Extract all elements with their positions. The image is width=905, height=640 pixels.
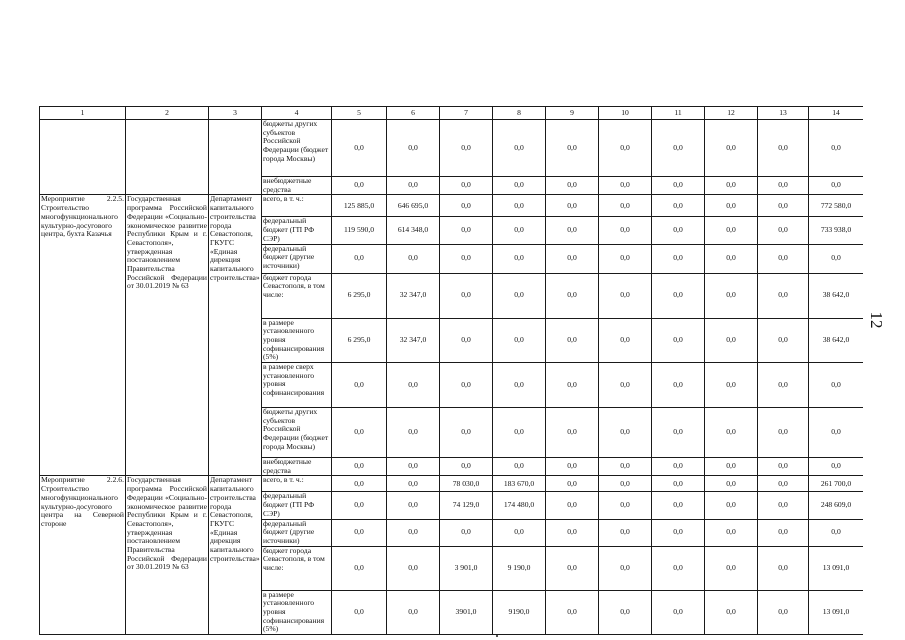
funding-source-label: федеральный бюджет (ГП РФ СЭР) [262, 492, 332, 519]
document-page [39, 106, 863, 640]
value-cell: 0,0 [599, 476, 652, 492]
value-cell: 3901,0 [440, 590, 493, 635]
value-cell: 614 348,0 [387, 217, 440, 244]
program-name: Государственная программа Российской Федерации «Социально-экономическое развитие Республики Крым и г. Севастополя», утвержденная постановлением Правительства Российской Федерации от 30.01.2019 № 63 [126, 476, 209, 635]
value-cell: 0,0 [332, 120, 387, 177]
table-row [40, 120, 864, 177]
continued-executor-cell [209, 120, 262, 195]
value-cell: 0,0 [546, 217, 599, 244]
executor-name: Департамент капитального строительства города Севастополя, ГКУГС «Единая дирекция капитального строительства» [209, 476, 262, 635]
value-cell: 0,0 [758, 120, 809, 177]
value-cell: 0,0 [809, 519, 864, 546]
value-cell: 0,0 [546, 363, 599, 408]
value-cell: 0,0 [440, 244, 493, 273]
column-number: 12 [705, 107, 758, 120]
value-cell: 0,0 [705, 476, 758, 492]
value-cell: 0,0 [809, 120, 864, 177]
value-cell: 0,0 [546, 177, 599, 195]
value-cell: 0,0 [705, 195, 758, 217]
value-cell: 0,0 [546, 318, 599, 363]
value-cell: 6 295,0 [332, 273, 387, 318]
value-cell: 0,0 [493, 195, 546, 217]
value-cell: 0,0 [332, 408, 387, 458]
value-cell: 0,0 [652, 177, 705, 195]
value-cell: 0,0 [440, 195, 493, 217]
value-cell: 0,0 [652, 363, 705, 408]
value-cell: 0,0 [652, 590, 705, 635]
value-cell: 0,0 [652, 476, 705, 492]
value-cell: 0,0 [546, 546, 599, 590]
value-cell: 0,0 [652, 273, 705, 318]
table-row [40, 195, 864, 217]
value-cell: 0,0 [705, 519, 758, 546]
column-number: 8 [493, 107, 546, 120]
value-cell: 38 642,0 [809, 318, 864, 363]
value-cell: 0,0 [599, 546, 652, 590]
value-cell: 0,0 [758, 363, 809, 408]
value-cell: 0,0 [332, 458, 387, 476]
value-cell: 3 901,0 [440, 546, 493, 590]
value-cell: 119 590,0 [332, 217, 387, 244]
value-cell: 0,0 [758, 476, 809, 492]
value-cell: 0,0 [652, 492, 705, 519]
value-cell: 6 295,0 [332, 318, 387, 363]
value-cell: 0,0 [440, 458, 493, 476]
continued-program-cell [126, 120, 209, 195]
value-cell: 0,0 [440, 177, 493, 195]
value-cell: 0,0 [546, 590, 599, 635]
value-cell: 0,0 [758, 519, 809, 546]
value-cell: 174 480,0 [493, 492, 546, 519]
value-cell: 0,0 [652, 120, 705, 177]
value-cell: 0,0 [809, 244, 864, 273]
value-cell: 0,0 [758, 458, 809, 476]
value-cell: 0,0 [705, 120, 758, 177]
value-cell: 9 190,0 [493, 546, 546, 590]
value-cell: 0,0 [652, 195, 705, 217]
value-cell: 0,0 [599, 120, 652, 177]
value-cell: 0,0 [599, 590, 652, 635]
value-cell: 0,0 [440, 408, 493, 458]
value-cell: 13 091,0 [809, 590, 864, 635]
value-cell: 0,0 [493, 408, 546, 458]
column-number: 9 [546, 107, 599, 120]
value-cell: 0,0 [758, 177, 809, 195]
value-cell: 0,0 [440, 363, 493, 408]
value-cell: 0,0 [705, 590, 758, 635]
value-cell: 0,0 [758, 195, 809, 217]
value-cell: 125 885,0 [332, 195, 387, 217]
value-cell: 0,0 [440, 519, 493, 546]
value-cell: 0,0 [387, 458, 440, 476]
value-cell: 0,0 [546, 408, 599, 458]
funding-source-label: федеральный бюджет (другие источники) [262, 519, 332, 546]
value-cell: 0,0 [546, 492, 599, 519]
value-cell: 0,0 [440, 318, 493, 363]
funding-source-label: в размере установленного уровня софинансирования (5%) [262, 318, 332, 363]
value-cell: 261 700,0 [809, 476, 864, 492]
funding-source-label: внебюджетные средства [262, 458, 332, 476]
value-cell: 74 129,0 [440, 492, 493, 519]
value-cell: 0,0 [809, 363, 864, 408]
column-number: 11 [652, 107, 705, 120]
value-cell: 0,0 [332, 363, 387, 408]
value-cell: 0,0 [652, 244, 705, 273]
value-cell: 0,0 [332, 590, 387, 635]
funding-source-label: федеральный бюджет (ГП РФ СЭР) [262, 217, 332, 244]
value-cell: 0,0 [599, 273, 652, 318]
value-cell: 0,0 [493, 120, 546, 177]
column-number: 6 [387, 107, 440, 120]
value-cell: 0,0 [599, 244, 652, 273]
value-cell: 0,0 [546, 519, 599, 546]
value-cell: 0,0 [652, 546, 705, 590]
value-cell: 0,0 [332, 476, 387, 492]
value-cell: 0,0 [332, 519, 387, 546]
value-cell: 0,0 [705, 546, 758, 590]
funding-source-label: внебюджетные средства [262, 177, 332, 195]
value-cell: 0,0 [493, 458, 546, 476]
value-cell: 0,0 [387, 244, 440, 273]
table-row [40, 476, 864, 492]
funding-source-label: в размере сверх установленного уровня софинансирования [262, 363, 332, 408]
value-cell: 0,0 [599, 458, 652, 476]
value-cell: 0,0 [546, 244, 599, 273]
funding-source-label: бюджеты других субъектов Российской Федерации (бюджет города Москвы) [262, 120, 332, 177]
value-cell: 0,0 [440, 217, 493, 244]
continued-name-cell [40, 120, 126, 195]
value-cell: 0,0 [705, 492, 758, 519]
value-cell: 0,0 [546, 195, 599, 217]
value-cell: 0,0 [758, 492, 809, 519]
value-cell: 0,0 [705, 408, 758, 458]
value-cell: 0,0 [546, 476, 599, 492]
value-cell: 0,0 [599, 519, 652, 546]
value-cell: 0,0 [493, 244, 546, 273]
value-cell: 733 938,0 [809, 217, 864, 244]
value-cell: 0,0 [705, 177, 758, 195]
value-cell: 32 347,0 [387, 318, 440, 363]
value-cell: 0,0 [599, 318, 652, 363]
column-number: 2 [126, 107, 209, 120]
value-cell: 0,0 [758, 217, 809, 244]
value-cell: 0,0 [652, 408, 705, 458]
value-cell: 32 347,0 [387, 273, 440, 318]
executor-name: Департамент капитального строительства города Севастополя, ГКУГС «Единая дирекция капитального строительства» [209, 195, 262, 476]
value-cell: 0,0 [809, 177, 864, 195]
value-cell: 0,0 [652, 519, 705, 546]
value-cell: 0,0 [332, 546, 387, 590]
value-cell: 0,0 [332, 244, 387, 273]
value-cell: 0,0 [758, 273, 809, 318]
measure-name: Мероприятие 2.2.6. Строительство многофункционального культурно-досугового центра на Северной стороне [40, 476, 126, 635]
value-cell: 0,0 [652, 217, 705, 244]
value-cell: 0,0 [493, 177, 546, 195]
measure-name: Мероприятие 2.2.5. Строительство многофункционального культурно-досугового центра, бухта Казачья [40, 195, 126, 476]
value-cell: 0,0 [809, 408, 864, 458]
funding-source-label: бюджет города Севастополя, в том числе: [262, 546, 332, 590]
value-cell: 0,0 [387, 408, 440, 458]
value-cell: 0,0 [387, 519, 440, 546]
column-number: 7 [440, 107, 493, 120]
value-cell: 0,0 [705, 318, 758, 363]
value-cell: 183 670,0 [493, 476, 546, 492]
funding-source-label: бюджет города Севастополя, в том числе: [262, 273, 332, 318]
value-cell: 0,0 [387, 546, 440, 590]
value-cell: 0,0 [546, 273, 599, 318]
value-cell: 0,0 [599, 363, 652, 408]
column-number: 13 [758, 107, 809, 120]
value-cell: 0,0 [440, 273, 493, 318]
header-row [40, 107, 864, 120]
value-cell: 0,0 [387, 492, 440, 519]
value-cell: 0,0 [758, 408, 809, 458]
value-cell: 0,0 [599, 195, 652, 217]
value-cell: 0,0 [387, 590, 440, 635]
column-number: 1 [40, 107, 126, 120]
value-cell: 0,0 [705, 273, 758, 318]
value-cell: 0,0 [652, 458, 705, 476]
value-cell: 0,0 [758, 546, 809, 590]
funding-source-label: бюджеты других субъектов Российской Федерации (бюджет города Москвы) [262, 408, 332, 458]
funding-source-label: всего, в т. ч.: [262, 195, 332, 217]
value-cell: 0,0 [599, 408, 652, 458]
value-cell: 0,0 [758, 318, 809, 363]
column-number: 5 [332, 107, 387, 120]
value-cell: 0,0 [493, 217, 546, 244]
value-cell: 772 580,0 [809, 195, 864, 217]
value-cell: 0,0 [493, 363, 546, 408]
value-cell: 0,0 [493, 273, 546, 318]
scan-speck [496, 635, 498, 637]
value-cell: 248 609,0 [809, 492, 864, 519]
value-cell: 78 030,0 [440, 476, 493, 492]
value-cell: 0,0 [705, 217, 758, 244]
value-cell: 0,0 [546, 458, 599, 476]
funding-source-label: в размере установленного уровня софинансирования (5%) [262, 590, 332, 635]
value-cell: 0,0 [652, 318, 705, 363]
value-cell: 0,0 [758, 244, 809, 273]
value-cell: 0,0 [705, 458, 758, 476]
value-cell: 38 642,0 [809, 273, 864, 318]
column-number: 10 [599, 107, 652, 120]
funding-source-label: всего, в т. ч.: [262, 476, 332, 492]
value-cell: 0,0 [332, 177, 387, 195]
value-cell: 0,0 [493, 519, 546, 546]
value-cell: 9190,0 [493, 590, 546, 635]
value-cell: 646 695,0 [387, 195, 440, 217]
value-cell: 0,0 [387, 177, 440, 195]
value-cell: 0,0 [758, 590, 809, 635]
value-cell: 0,0 [332, 492, 387, 519]
page-number: 12 [867, 311, 886, 329]
value-cell: 13 091,0 [809, 546, 864, 590]
value-cell: 0,0 [705, 363, 758, 408]
budget-table [39, 106, 863, 635]
value-cell: 0,0 [809, 458, 864, 476]
column-number: 3 [209, 107, 262, 120]
column-number: 14 [809, 107, 864, 120]
value-cell: 0,0 [705, 244, 758, 273]
value-cell: 0,0 [599, 217, 652, 244]
program-name: Государственная программа Российской Федерации «Социально-экономическое развитие Республики Крым и г. Севастополя», утвержденная постановлением Правительства Российской Федерации от 30.01.2019 № 63 [126, 195, 209, 476]
funding-source-label: федеральный бюджет (другие источники) [262, 244, 332, 273]
column-number: 4 [262, 107, 332, 120]
value-cell: 0,0 [493, 318, 546, 363]
value-cell: 0,0 [440, 120, 493, 177]
value-cell: 0,0 [387, 363, 440, 408]
value-cell: 0,0 [546, 120, 599, 177]
value-cell: 0,0 [599, 177, 652, 195]
value-cell: 0,0 [387, 476, 440, 492]
value-cell: 0,0 [599, 492, 652, 519]
value-cell: 0,0 [387, 120, 440, 177]
